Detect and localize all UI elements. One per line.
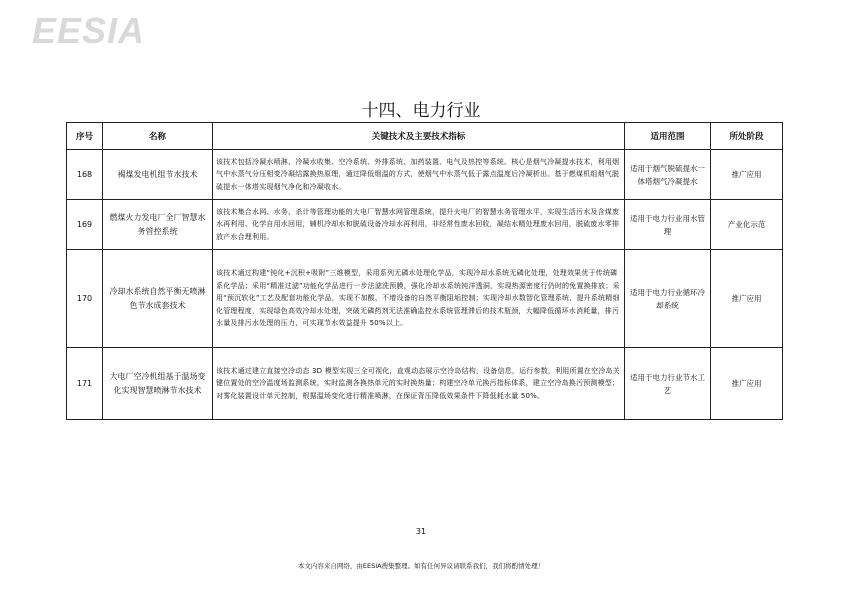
footer-note: 本文内容来自网络，由EESIA搜集整理。如有任何异议请联系我们，我们将酌情处理！ (297, 562, 545, 570)
row-scope: 适用于烟气脱硫提水一体塔烟气冷凝提水 (625, 150, 711, 200)
row-stage: 产业化示范 (711, 200, 783, 250)
row-no: 171 (67, 348, 103, 420)
page-number: 31 (415, 527, 427, 536)
table-row (67, 150, 783, 200)
row-desc: 该技术通过构建“钝化+沉积+吸附”三维模型，采用系列无磷水处理化学品，实现冷却水系统无磷化处理，处理效果优于传统磷系化学品；采用“精准过滤”功能化学品进行一步法滤洗预膜，强化冷却水系统钝洋透洞，实现热源密度行仍时的免置换排放；采用“预沉软化”工艺及配套功能化学品，实现不加酸、不增设备的自然平衡阻垢控制；实现冷却水数智化管理系统，提升系统精细化管理程度，实现绿色高效冷却水处理，突破无磷药剂无法准确监控水系统管理滞后的技术瓶颈，大幅降低循环水消耗量，排污水量及排污水处理的压力，可实现节水效益提升 50%以上。 (213, 250, 625, 348)
row-name: 冷却水系统自然平衡无喷淋色节水成套技术 (103, 250, 213, 348)
table-row (67, 250, 783, 348)
row-stage: 推广应用 (711, 150, 783, 200)
row-name: 大电厂空冷机组基于温场变化实现智慧喷淋节水技术 (103, 348, 213, 420)
table-row (67, 348, 783, 420)
row-scope: 适用于电力行业循环冷却系统 (625, 250, 711, 348)
row-scope: 适用于电力行业用水管理 (625, 200, 711, 250)
header-stage: 所处阶段 (711, 123, 783, 150)
row-no: 169 (67, 200, 103, 250)
header-scope: 适用范围 (625, 123, 711, 150)
row-desc: 该技术通过建立直接空冷动态 3D 模型实现三全可视化，直观动态展示空冷岛结构，设备信息，运行参数，利用所置在空冷岛关键位置处的空冷温度场监测系统，实时监测各换热单元的实时换热量；构建空冷单元换污指标体系，建立空冷岛换污预测模型；对雾化装置设计单元控制，根据温场变化进行精准喷淋，在保证背压降低效果条件下降低耗水量 50%。 (213, 348, 625, 420)
row-desc: 该技术包括冷凝水喷淋、冷凝水收集、空冷系统、外排系统、加药装置、电气及热控等系统。核心是烟气冷凝提水技术，利用烟气中水蒸气分压相变冷凝结露换热原理，通过降低烟温的方式，使烟气中水蒸气低于露点温度后冷凝析出。基于燃煤机组烟气脱硫提水一体塔实现烟气净化和冷凝收水。 (213, 150, 625, 200)
header-name: 名称 (103, 123, 213, 150)
row-no: 170 (67, 250, 103, 348)
row-desc: 该技术集合水网、水务、杀计等管理功能的大电厂智慧水网管理系统，提升火电厂的智慧水务管理水平，实现生活污水及含煤废水再利用、化学自用水回用，辅机冷却水和脱硫设备冷却水再利用，非经常性废水回收，凝结水精处理废水回用，脱硫废水零排放产水合理利用。 (213, 200, 625, 250)
header-no: 序号 (67, 123, 103, 150)
table-row (67, 200, 783, 250)
eesia-logo: EESIA (32, 10, 146, 51)
row-name: 燃煤火力发电厂全厂智慧水务管控系统 (103, 200, 213, 250)
technology-table (66, 122, 783, 420)
row-stage: 推广应用 (711, 250, 783, 348)
row-no: 168 (67, 150, 103, 200)
header-desc: 关键技术及主要技术指标 (213, 123, 625, 150)
row-scope: 适用于电力行业节水工艺 (625, 348, 711, 420)
row-name: 褐煤发电机组节水技术 (103, 150, 213, 200)
section-title: 十四、电力行业 (361, 101, 481, 121)
row-stage: 推广应用 (711, 348, 783, 420)
table-header-row (67, 123, 783, 150)
